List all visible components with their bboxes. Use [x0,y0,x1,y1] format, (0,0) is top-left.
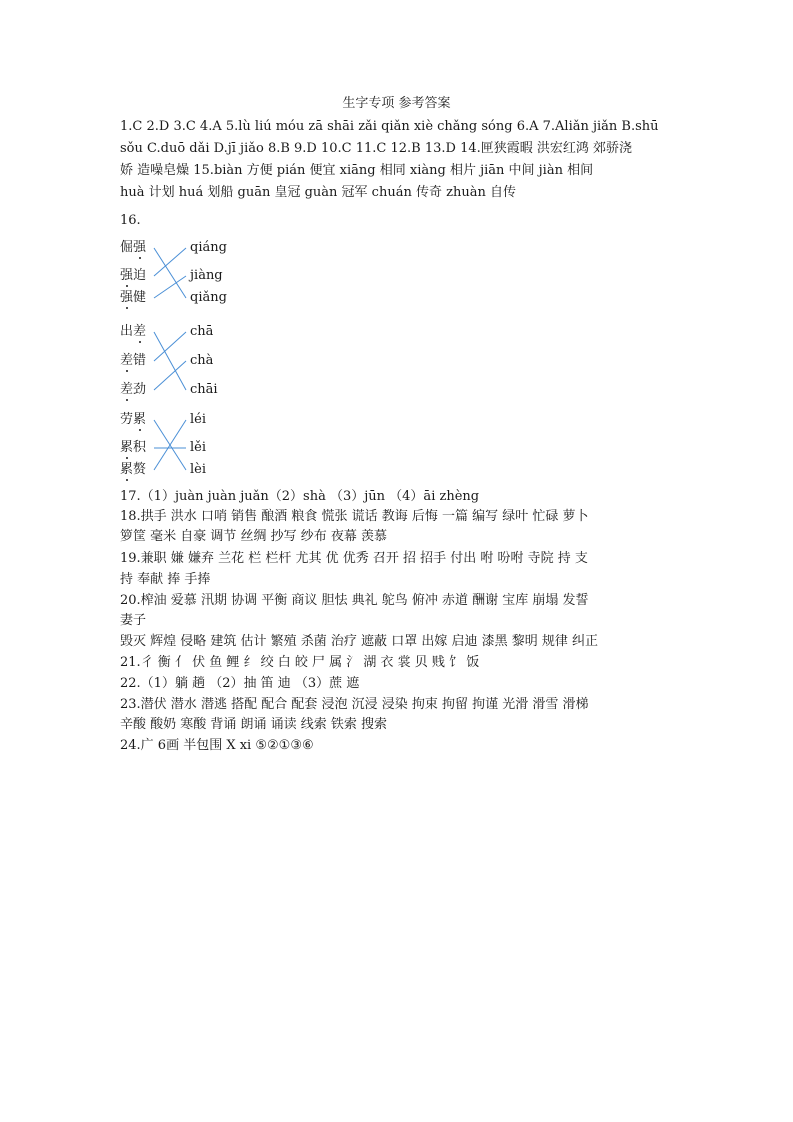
answer-line-1: 1.C 2.D 3.C 4.A 5.lù liú móu zā shāi zǎi qiǎn xiè chǎng sóng 6.A 7.Aliǎn jiǎn B.shū [120,119,659,134]
match-group-2 [120,324,320,397]
match-line [154,276,186,298]
answer-line-19b: 持 奉献 捧 手捧 [120,572,211,587]
emphasis-dot [139,429,141,431]
answer-line-18a: 18.拱手 洪水 口哨 销售 酿酒 粮食 慌张 谎话 教诲 后悔 一篇 编写 绿叶 忙碌 萝卜 [120,509,589,524]
match-word: 差劲 [120,382,147,397]
emphasis-dot [126,479,128,481]
match-word: 强迫 [120,268,147,283]
emphasis-dot [126,285,128,287]
match-pinyin: chà [190,353,214,368]
answer-line-17: 17.（1）juàn juàn juǎn（2）shà （3）jūn （4）āi zhèng [120,489,480,504]
emphasis-dot [139,341,141,343]
answer-line-2: sǒu C.duō dǎi D.jī jiǎo 8.B 9.D 10.C 11.C 12.B 13.D 14.匣狭霞暇 洪宏红鸿 郊骄浇 [120,141,633,156]
match-word: 出差 [120,324,147,339]
match-line [154,248,186,298]
answer-line-23a: 23.潜伏 潜水 潜逃 搭配 配合 配套 浸泡 沉浸 浸染 拘束 拘留 拘谨 光滑 滑雪 滑梯 [120,697,589,712]
match-pinyin: jiàng [190,268,223,283]
q16-label: 16. [120,213,141,228]
answer-line-21: 21.彳 衡 亻 伏 鱼 鲤 纟 绞 白 皎 尸 属 氵 湖 衣 裳 贝 贱 饣 饭 [120,655,480,670]
match-word: 累赘 [120,462,147,477]
answer-line-18b: 箩筐 毫米 自豪 调节 丝绸 抄写 纱布 夜幕 羡慕 [120,529,388,544]
match-group-3 [120,412,320,482]
emphasis-dot [126,307,128,309]
match-pinyin: qiǎng [190,290,227,305]
match-word: 差错 [120,353,147,368]
match-line [154,332,186,361]
emphasis-dot [126,399,128,401]
match-pinyin: lěi [190,440,207,455]
match-pinyin: lèi [190,462,207,477]
answer-line-20b: 妻子 [120,613,147,628]
match-lines-3 [120,412,320,482]
match-word: 倔强 [120,240,147,255]
match-line [154,361,186,390]
answer-line-19a: 19.兼职 嫌 嫌弃 兰花 栏 栏杆 尤其 优 优秀 召开 招 招手 付出 咐 吩咐 寺院 持 支 [120,551,588,566]
emphasis-dot [139,257,141,259]
answer-line-23b: 辛酸 酸奶 寒酸 背诵 朗诵 诵读 线索 铁索 搜索 [120,717,388,732]
match-group-1 [120,240,320,310]
answer-line-4: huà 计划 huá 划船 guān 皇冠 guàn 冠军 chuán 传奇 zhuàn 自传 [120,185,516,200]
answer-line-20c: 毁灭 辉煌 侵略 建筑 估计 繁殖 杀菌 治疗 遮蔽 口罩 出嫁 启迪 漆黑 黎明 规律 纠正 [120,634,598,649]
match-line [154,248,186,276]
match-word: 劳累 [120,412,147,427]
answer-line-22: 22.（1）躺 趟 （2）抽 笛 迪 （3）蔗 遮 [120,676,360,691]
page-title: 生字专项 参考答案 [342,96,451,111]
answer-line-24: 24.广 6画 半包围 X xi ⑤②①③⑥ [120,738,314,753]
emphasis-dot [126,370,128,372]
match-pinyin: chāi [190,382,218,397]
match-pinyin: chā [190,324,214,339]
match-line [154,332,186,390]
match-pinyin: qiáng [190,240,227,255]
answer-line-20a: 20.榨油 爱慕 汛期 协调 平衡 商议 胆怯 典礼 鸵鸟 俯冲 赤道 酬谢 宝库 崩塌 发誓 [120,593,589,608]
answer-line-3: 娇 造噪皂燥 15.biàn 方便 pián 便宜 xiāng 相同 xiàng 相片 jiān 中间 jiàn 相间 [120,163,594,178]
match-word: 累积 [120,440,147,455]
match-lines-2 [120,324,320,394]
match-word: 强健 [120,290,147,305]
match-pinyin: léi [190,412,207,427]
emphasis-dot [126,457,128,459]
